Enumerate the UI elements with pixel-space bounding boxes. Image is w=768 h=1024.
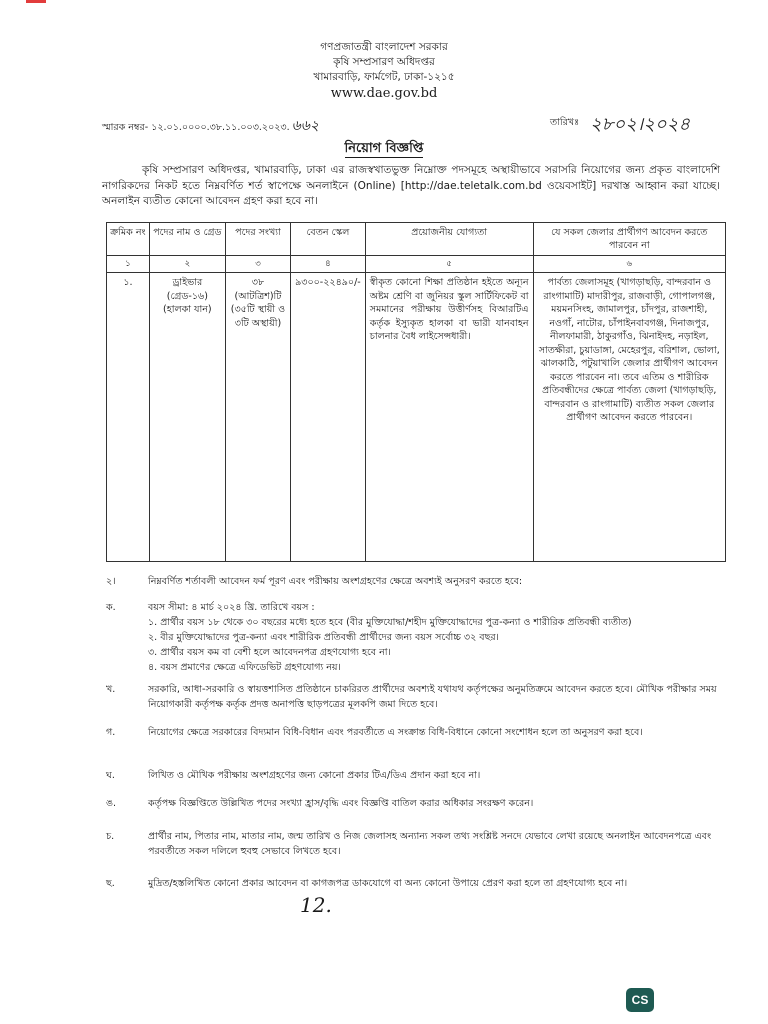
condition-text: সরকারি, আধা-সরকারি ও স্বায়ত্তশাসিত প্রতিষ্ঠানে চাকরিরত প্রার্থীদের অবশ্যই যথাযথ কর্তৃপক্ষের অনুমতিক্রমে আবেদন করতে হবে। মৌখিক পরীক্ষার সময় নিয়োগকারী কর্তৃপক্ষ কর্তৃক প্রদত্ত অনাপত্তি ছাড়পত্রের মূলকপি জমা দিতে হবে। (148, 684, 717, 710)
gov-name: গণপ্রজাতন্ত্রী বাংলাদেশ সরকার (320, 41, 448, 53)
column-number: ৪ (291, 256, 366, 273)
date-label: তারিখঃ (550, 117, 580, 128)
condition-text (148, 600, 728, 675)
column-number: ৫ (365, 256, 533, 273)
condition-label: চ. (106, 831, 115, 842)
table-row (107, 273, 726, 562)
header-count: পদের সংখ্যা (225, 223, 290, 256)
condition-text: মুদ্রিত/হস্তলিখিত কোনো প্রকার আবেদন বা কাগজপত্র ডাকযোগে বা অন্য কোনো উপায়ে প্রেরণ করা হলে তা গ্রহণযোগ্য হবে না। (148, 878, 628, 889)
condition-label: খ. (106, 684, 116, 695)
date-handwritten: ২৮০২।২০২৪ (590, 114, 691, 135)
condition-text: নিম্নবর্ণিত শর্তাবলী আবেদন ফর্ম পূরণ এবং পরীক্ষায় অংশগ্রহণের ক্ষেত্রে অবশ্যই অনুসরণ করতে হবে: (148, 576, 523, 587)
condition-text: নিয়োগের ক্ষেত্রে সরকারের বিদ্যমান বিধি-বিধান এবং পরবর্তীতে এ সংক্রান্ত বিধি-বিধানে কোনো সংশোধন হলে তা অনুসরণ করা হবে। (148, 727, 643, 738)
corner-mark (26, 0, 46, 3)
department-name: কৃষি সম্প্রসারণ অধিদপ্তর (333, 56, 435, 68)
posts-table (106, 222, 726, 562)
cell-scale: ৯৩০০-২২৪৯০/- (291, 273, 366, 562)
notice-title (0, 137, 768, 160)
condition-label: ঘ. (106, 770, 115, 781)
condition-label: গ. (106, 727, 116, 738)
condition-text: প্রার্থীর নাম, পিতার নাম, মাতার নাম, জন্ম তারিখ ও নিজ জেলাসহ অন্যান্য সকল তথ্য সংশ্লিষ্ট সনদে যেভাবে লেখা রয়েছে অনলাইন আবেদনপত্রে এবং পরবর্তীতে সকল দলিলে হুবহু সেভাবে লিখতে হবে। (148, 831, 712, 857)
column-number: ২ (149, 256, 225, 273)
camscanner-badge: CS (626, 988, 654, 1012)
age-rule: ৪. বয়স প্রমাণের ক্ষেত্রে এফিডেভিট গ্রহণযোগ্য নয়। (148, 662, 341, 673)
intro-paragraph: কৃষি সম্প্রসারণ অধিদপ্তর, খামারবাড়ি, ঢাকা এর রাজস্বখাতভুক্ত নিম্নোক্ত পদসমূহে অস্থায়ীভাবে সরাসরি নিয়োগের জন্য প্রকৃত বাংলাদেশি নাগরিকদের নিকট হতে নিম্নবর্ণিত শর্ত স্বাপেক্ষে অনলাইনে (Online) [http://dae.teletalk.com.bd ওয়েবসাইট] দরখাস্ত আহ্বান করা যাচ্ছে। অনলাইন ব্যতীত কোনো আবেদন গ্রহণ করা হবে না। (102, 164, 720, 207)
notice-title-text: নিয়োগ বিজ্ঞপ্তি (344, 141, 424, 156)
website: www.dae.gov.bd (330, 86, 438, 101)
office-address: খামারবাড়ি, ফার্মগেট, ঢাকা-১২১৫ (313, 71, 455, 83)
column-number: ১ (107, 256, 150, 273)
cell-serial: ১. (107, 273, 150, 562)
memo-number (102, 114, 319, 138)
memo-row (102, 110, 722, 135)
column-number: ৬ (533, 256, 725, 273)
cell-districts: পার্বত্য জেলাসমূহ (খাগড়াছড়ি, বান্দরবান ও রাংগামাটি) মাদারীপুর, রাজবাড়ী, গোপালগঞ্জ, ময়মনসিংহ, জামালপুর, চাঁদপুর, রাজশাহী, নওগাঁ, নাটোর, চাঁপাইনবাবগঞ্জ, দিনাজপুর, নীলফামারী, ঠাকুরগাঁও, ঝিনাইদহ, নড়াইল, সাতক্ষীরা, চুয়াডাঙ্গা, মেহেরপুর, বরিশাল, ভোলা, ঝালকাঠি, পটুয়াখালি জেলার প্রার্থীগণ আবেদন করতে পারবেন না। তবে এতিম ও শারীরিক প্রতিবন্ধীদের ক্ষেত্রে পার্বত্য জেলা (খাগড়াছড়ি, বান্দরবান ও রাংগামাটি) ব্যতীত সকল জেলার প্রার্থীগণ আবেদন করতে পারবেন। (533, 273, 725, 562)
memo-label: স্মারক নম্বর- ১২.০১.০০০০.৩৮.১১.০০৩.২০২৩. (102, 122, 290, 133)
column-number: ৩ (225, 256, 290, 273)
condition-label: ছ. (106, 878, 115, 889)
age-rule: ৩. প্রার্থীর বয়স কম বা বেশী হলে আবেদনপত্র গ্রহণযোগ্য হবে না। (148, 647, 391, 658)
signature: 12. (300, 893, 332, 917)
header-districts: যে সকল জেলার প্রার্থীগণ আবেদন করতে পারবেন না (533, 223, 725, 256)
age-limit-heading: বয়স সীমা: ৪ মার্চ ২০২৪ খ্রি. তারিখে বয়স : (148, 602, 315, 613)
condition-label: ঙ. (106, 798, 116, 809)
table-header-row (107, 223, 726, 256)
header-serial: ক্রমিক নং (107, 223, 150, 256)
header-qualification: প্রয়োজনীয় যোগ্যতা (365, 223, 533, 256)
condition-text: কর্তৃপক্ষ বিজ্ঞপ্তিতে উল্লিখিত পদের সংখ্যা হ্রাস/বৃদ্ধি এবং বিজ্ঞপ্তি বাতিল করার অধিকার সংরক্ষণ করেন। (148, 798, 534, 809)
header-scale: বেতন স্কেল (291, 223, 366, 256)
cell-count: ৩৮ (আটত্রিশ)টি (৩৫টি স্থায়ী ও ৩টি অস্থায়ী) (225, 273, 290, 562)
column-number-row (107, 256, 726, 273)
cell-qualification: স্বীকৃত কোনো শিক্ষা প্রতিষ্ঠান হইতে অন্যূন অষ্টম শ্রেণি বা জুনিয়র স্কুল সার্টিফিকেট বা সমমানের পরীক্ষায় উত্তীর্ণসহ বিআরটিএ কর্তৃক ইস্যুকৃত হালকা বা ভারী যানবাহন চালনার বৈধ লাইসেন্সধারী। (365, 273, 533, 562)
letterhead (0, 40, 768, 102)
memo-handwritten-number: ৬৬২ (291, 118, 319, 134)
cell-post: ড্রাইভার (গ্রেড-১৬) (হালকা যান) (149, 273, 225, 562)
condition-text: লিখিত ও মৌখিক পরীক্ষায় অংশগ্রহণের জন্য কোনো প্রকার টিএ/ডিএ প্রদান করা হবে না। (148, 770, 481, 781)
header-post: পদের নাম ও গ্রেড (149, 223, 225, 256)
condition-label: ২। (106, 576, 116, 587)
age-rule: ২. বীর মুক্তিযোদ্ধাদের পুত্র-কন্যা এবং শারীরিক প্রতিবন্ধী প্রার্থীদের জন্য বয়স সর্বোচ্চ ৩২ বছর। (148, 632, 499, 643)
condition-label: ক. (106, 602, 116, 613)
age-rule: ১. প্রার্থীর বয়স ১৮ থেকে ৩০ বছরের মধ্যে হতে হবে (বীর মুক্তিযোদ্ধা/শহীদ মুক্তিযোদ্ধাদের পুত্র-কন্যা ও শারীরিক প্রতিবন্ধী ব্যতীত) (148, 617, 632, 628)
